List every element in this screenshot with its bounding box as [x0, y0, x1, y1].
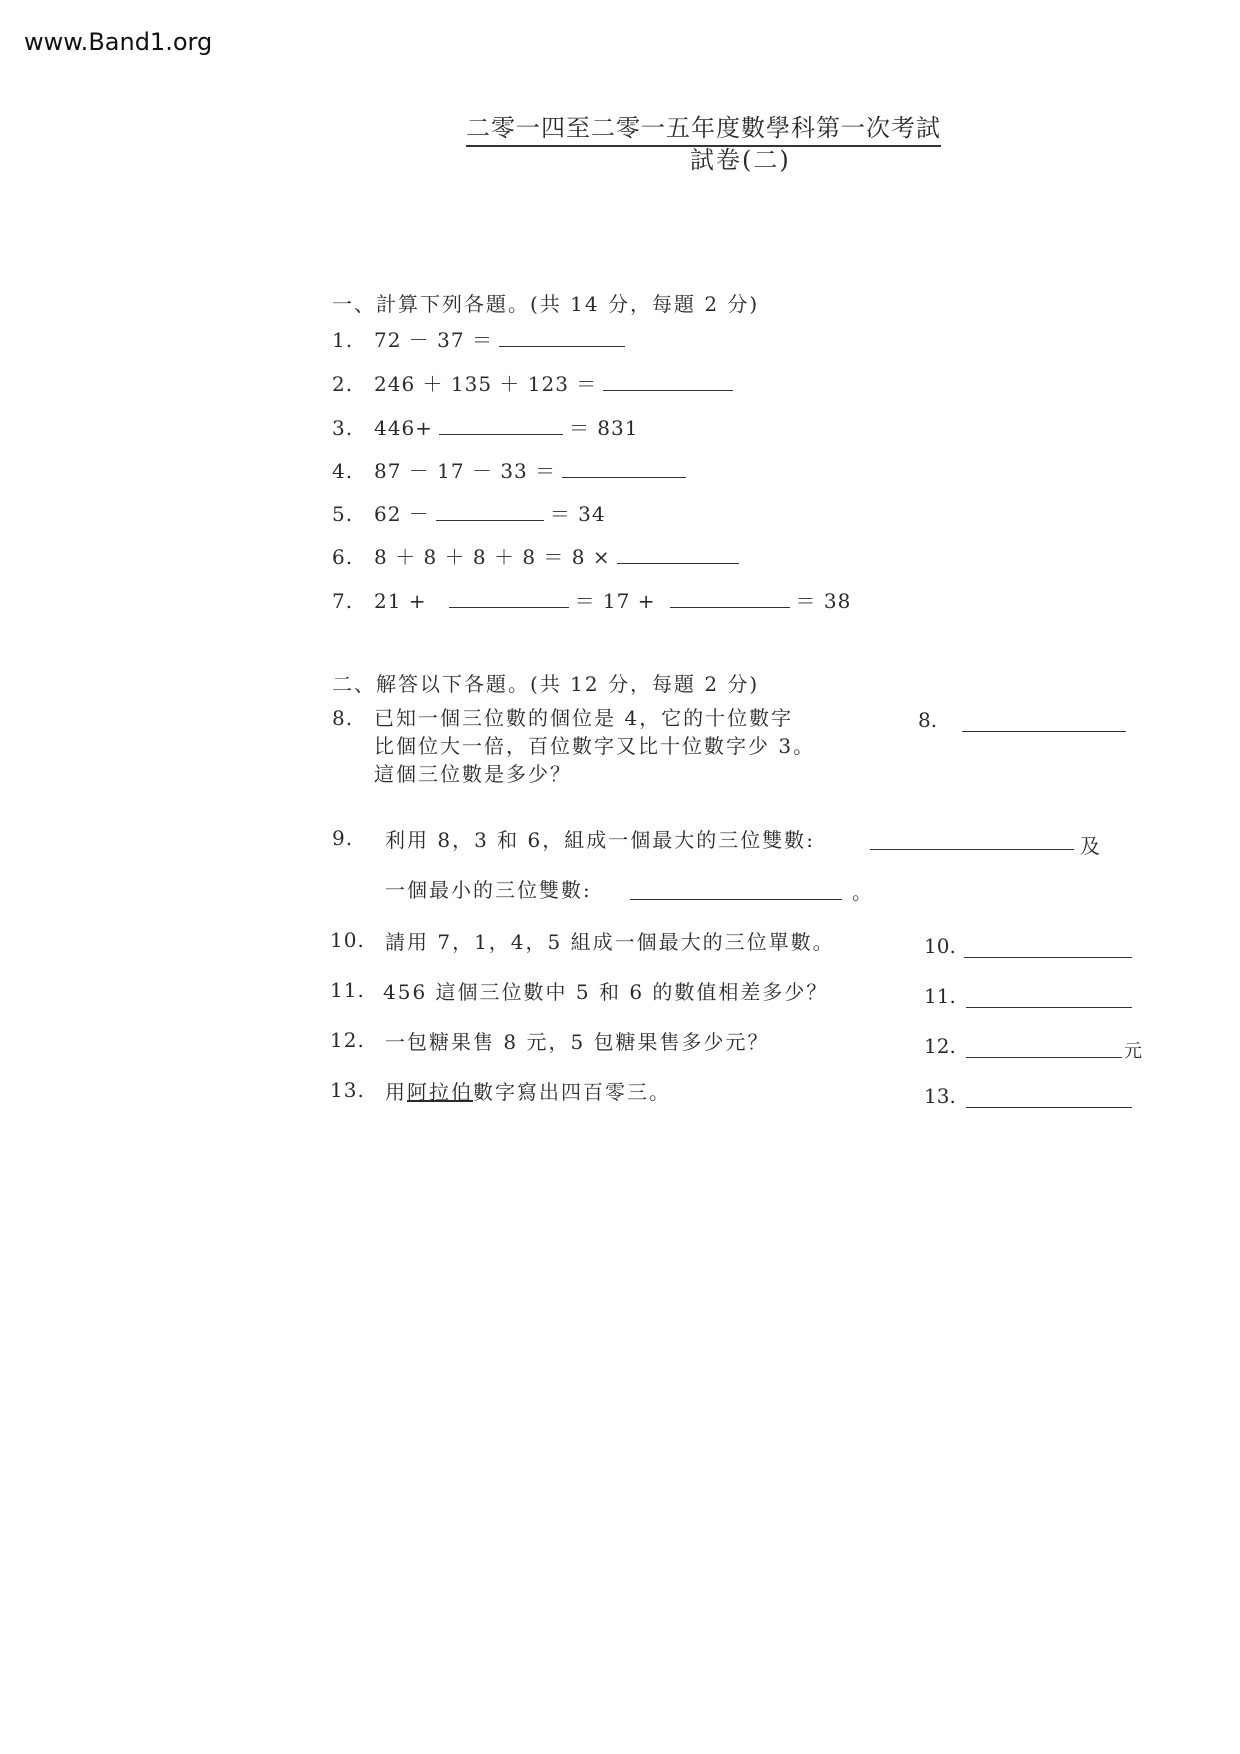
answer-blank[interactable]: [499, 326, 625, 347]
answer-blank-1[interactable]: [449, 587, 569, 608]
question-13-post: 數字寫出四百零三。: [473, 1080, 671, 1104]
question-8-line-1: 已知一個三位數的個位是 4，它的十位數字: [374, 706, 794, 730]
question-12-text: 一包糖果售 8 元，5 包糖果售多少元？: [385, 1030, 770, 1054]
question-10-number: 10.: [330, 928, 365, 952]
expression-middle: ＝ 17 +: [574, 589, 656, 613]
question-4: [332, 455, 692, 484]
answer-blank-2[interactable]: [670, 587, 790, 608]
question-number: 1.: [332, 328, 354, 352]
question-8-line-3: 這個三位數是多少？: [374, 762, 572, 786]
question-9-and: 及: [1080, 834, 1102, 858]
answer-blank[interactable]: [617, 543, 739, 564]
question-10-text: 請用 7，1，4，5 組成一個最大的三位單數。: [385, 930, 835, 954]
question-2: [332, 368, 739, 397]
answer-label-11: 11.: [924, 984, 956, 1008]
answer-line-12[interactable]: [966, 1056, 1122, 1058]
answer-blank[interactable]: [562, 457, 686, 478]
expression: 62 －: [374, 502, 430, 526]
answer-label-13: 13.: [924, 1084, 956, 1108]
answer-blank[interactable]: [603, 370, 733, 391]
section-2-heading: 二、解答以下各題。(共 12 分，每題 2 分): [332, 672, 760, 696]
expression: 87 － 17 － 33 ＝: [374, 459, 557, 483]
question-13-number: 13.: [330, 1078, 365, 1102]
answer-line-8[interactable]: [962, 730, 1126, 732]
question-11-number: 11.: [330, 978, 365, 1002]
page-title: 二零一四至二零一五年度數學科第一次考試: [466, 108, 941, 147]
question-1: [332, 324, 631, 353]
page-subtitle: 試卷(二): [690, 146, 791, 174]
expression: 8 ＋ 8 ＋ 8 ＋ 8 ＝ 8 ×: [374, 545, 611, 569]
question-8-number: 8.: [332, 706, 354, 730]
question-8-text: [374, 704, 815, 788]
question-9-end: 。: [852, 880, 874, 904]
answer-label-10: 10.: [924, 934, 956, 958]
question-9-number: 9.: [332, 826, 354, 850]
expression-result: ＝ 34: [549, 502, 606, 526]
answer-line-13[interactable]: [966, 1106, 1132, 1108]
expression-result: ＝ 831: [568, 416, 639, 440]
expression: 72 － 37 ＝: [374, 328, 493, 352]
watermark: www.Band1.org: [24, 28, 213, 56]
answer-line-11[interactable]: [966, 1006, 1132, 1008]
expression: 246 ＋ 135 ＋ 123 ＝: [374, 372, 598, 396]
answer-label-8: 8.: [918, 708, 938, 732]
expression: 446+: [374, 416, 433, 440]
question-number: 4.: [332, 459, 354, 483]
question-13-pre: 用: [385, 1080, 407, 1104]
question-12-number: 12.: [330, 1028, 365, 1052]
expression: 21 +: [374, 589, 427, 613]
question-8-line-2: 比個位大一倍，百位數字又比十位數字少 3。: [374, 734, 816, 758]
answer-line-10[interactable]: [964, 956, 1132, 958]
question-7: [332, 585, 851, 614]
question-11-text: 456 這個三位數中 5 和 6 的數值相差多少？: [383, 980, 829, 1004]
question-13-underlined: 阿拉伯: [407, 1080, 473, 1104]
answer-line-9a[interactable]: [870, 848, 1074, 850]
question-5: [332, 498, 606, 527]
question-13-text: [385, 1078, 671, 1106]
question-number: 3.: [332, 416, 354, 440]
answer-line-9b[interactable]: [630, 898, 842, 900]
answer-blank[interactable]: [439, 414, 563, 435]
question-6: [332, 541, 745, 570]
answer-unit-12: 元: [1124, 1041, 1144, 1062]
question-number: 6.: [332, 545, 354, 569]
question-3: [332, 412, 638, 441]
question-9-line-2: 一個最小的三位雙數:: [385, 878, 592, 902]
question-number: 2.: [332, 372, 354, 396]
answer-blank[interactable]: [436, 500, 544, 521]
question-9-line-1: 利用 8，3 和 6，組成一個最大的三位雙數:: [385, 828, 815, 852]
question-number: 5.: [332, 502, 354, 526]
answer-label-12: 12.: [924, 1034, 956, 1058]
question-number: 7.: [332, 589, 354, 613]
expression-result: ＝ 38: [795, 589, 852, 613]
section-1-heading: 一、計算下列各題。(共 14 分，每題 2 分): [332, 292, 760, 316]
